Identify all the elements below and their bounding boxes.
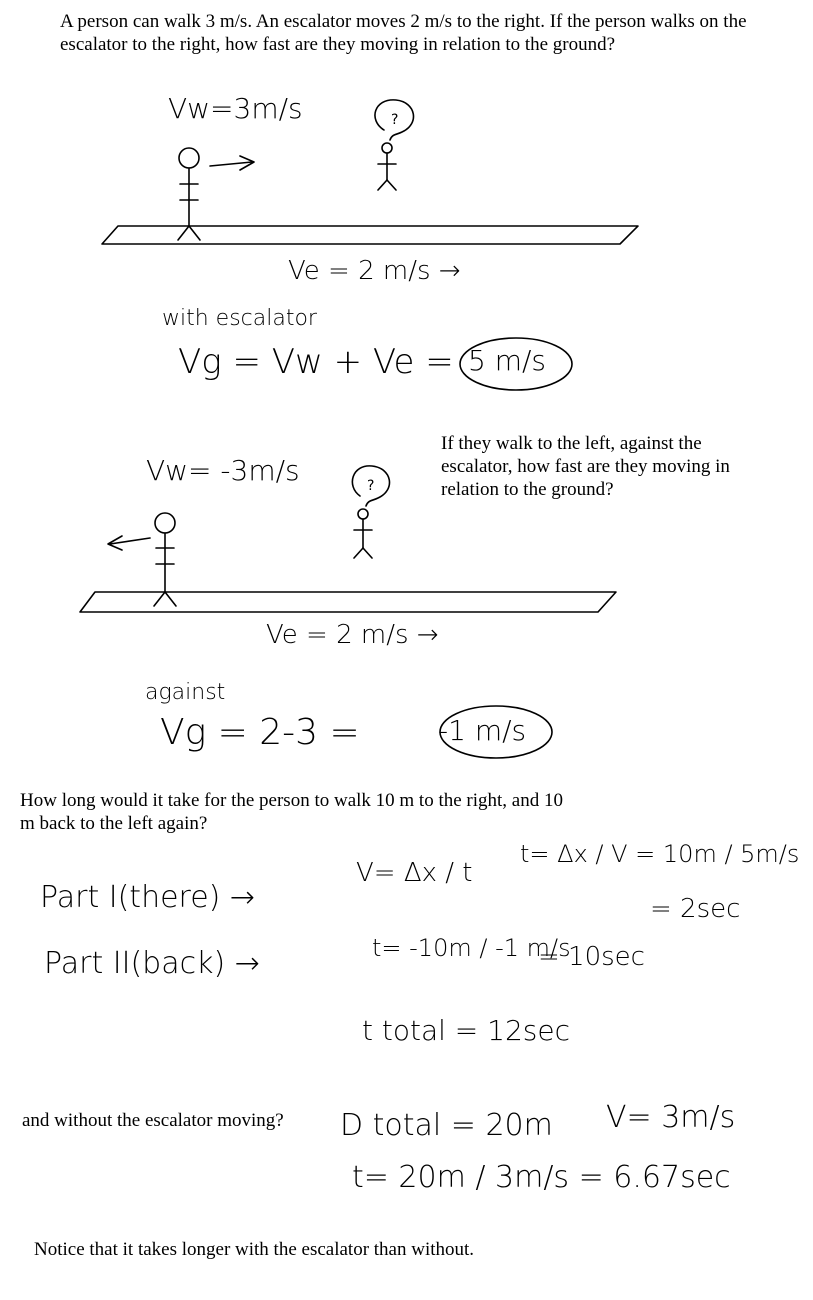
escalator-2 <box>80 592 616 612</box>
with-escalator-note: with escalator <box>162 306 317 331</box>
question-2: If they walk to the left, against the escalator, how fast are they moving in relation to the ground? <box>441 433 730 500</box>
against-note: against <box>145 680 226 705</box>
question-mark-1: ? <box>391 112 399 128</box>
answer-circle-2 <box>440 706 552 758</box>
answer-1: 5 m/s <box>468 344 547 377</box>
escalator-velocity-label-2: Ve = 2 m/s → <box>266 620 439 650</box>
conclusion-text: Notice that it takes longer with the escalator than without. <box>34 1239 475 1260</box>
time-2-formula: t= -10m / -1 m/s <box>372 934 571 962</box>
arrow-left-icon <box>108 536 150 550</box>
ground-velocity-equation-1: Vg = Vw + Ve = <box>178 342 454 382</box>
question-mark-2: ? <box>367 478 375 494</box>
part-1-label: Part I(there) → <box>40 880 256 915</box>
ground-velocity-equation-2: Vg = 2-3 = <box>160 712 360 753</box>
arrow-right-icon <box>210 156 254 170</box>
answer-circle-1 <box>460 338 572 390</box>
question-3: How long would it take for the person to walk 10 m to the right, and 10 m back to the left again? <box>20 790 563 834</box>
time-1-result: = 2sec <box>650 894 741 924</box>
question-4: and without the escalator moving? <box>22 1110 284 1131</box>
velocity-formula: V= Δx / t <box>356 858 473 888</box>
part-2-label: Part II(back) → <box>44 946 260 981</box>
time-2-result: = 10sec <box>538 942 645 972</box>
walk-velocity-label-1: Vw=3m/s <box>168 92 303 125</box>
escalator-velocity-label-1: Ve = 2 m/s → <box>288 256 461 286</box>
answer-2: -1 m/s <box>438 714 527 747</box>
time-formula: t= Δx / V = 10m / 5m/s <box>520 840 800 868</box>
walk-velocity-label-2: Vw= -3m/s <box>146 454 300 487</box>
total-distance: D total = 20m <box>340 1108 553 1143</box>
total-time: t total = 12sec <box>362 1014 571 1047</box>
walk-velocity-no-escalator: V= 3m/s <box>606 1100 736 1135</box>
time-no-escalator: t= 20m / 3m/s = 6.67sec <box>352 1160 731 1195</box>
question-1: A person can walk 3 m/s. An escalator moves 2 m/s to the right. If the person walks on the escalator to the right, how fast are they moving in relation to the ground? <box>60 11 747 55</box>
